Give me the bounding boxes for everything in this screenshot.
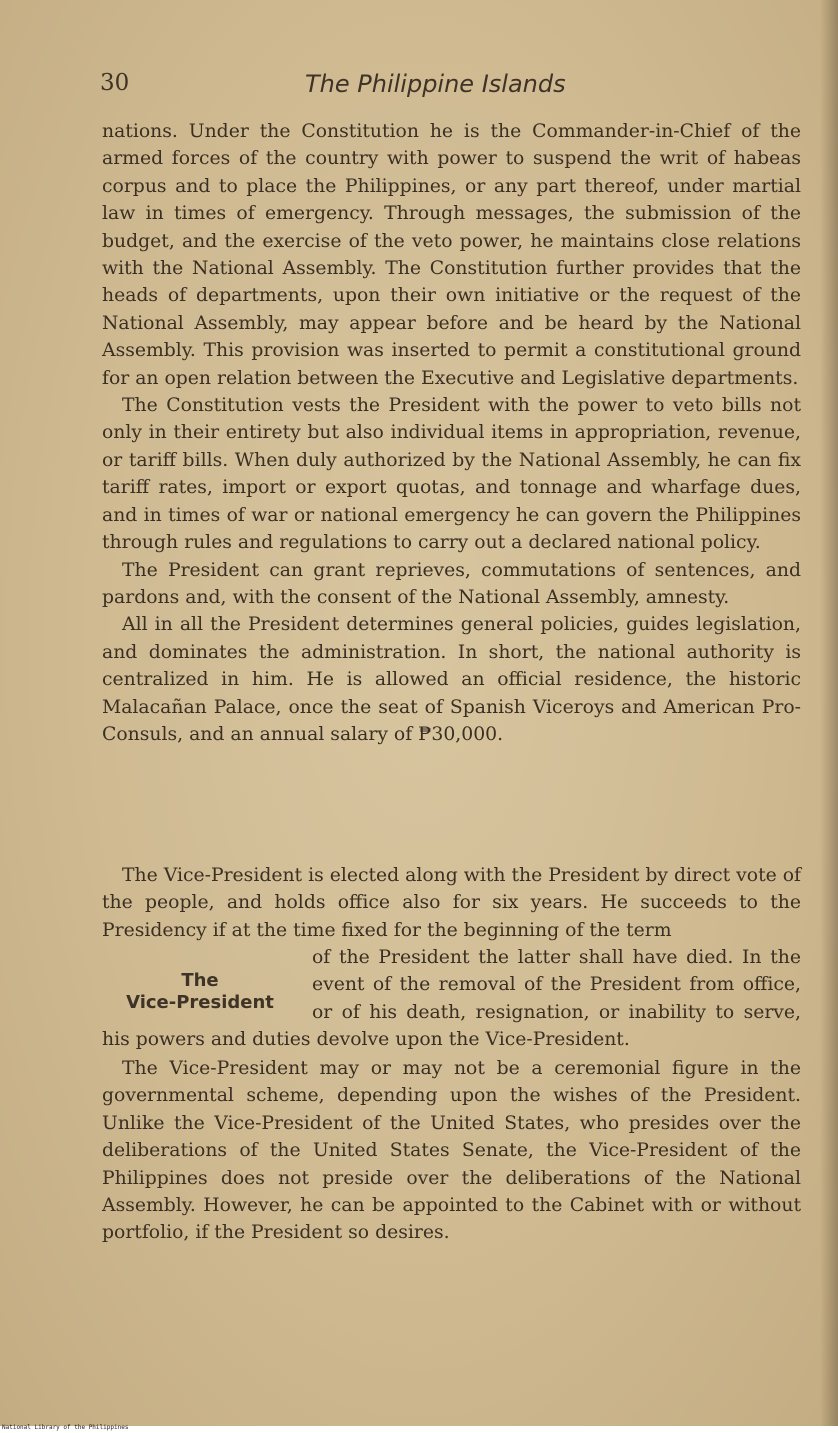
page-header [100, 70, 800, 104]
page-number: 30 [100, 70, 130, 96]
body-text-top [102, 118, 801, 748]
paragraph: The President can grant reprieves, commutations of sentences, and pardons and, with the consent of the National Assembly, amnesty. [102, 559, 801, 608]
vice-president-wrapped-text [102, 944, 801, 1054]
footer-credit: National Library of the Philippines [2, 1424, 129, 1431]
paragraph-continuation: of the President the latter shall have died. In the event of the removal of the President from office, or of his death, resignation, or inability to serve, his powers and duties devolve upon the Vice-President. [102, 947, 801, 1051]
running-title: The Philippine Islands [305, 70, 566, 98]
paragraph: The Vice-President may or may not be a ceremonial figure in the governmental scheme, depending upon the wishes of the President. Unlike the Vice-President of the United States, who presides over the deliberations of the United States Senate, the Vice-President of the Philippines does not preside over the deliberations of the National Assembly. However, he can be appointed to the Cabinet with or without portfolio, if the President so desires. [102, 1058, 801, 1244]
paragraph: nations. Under the Constitution he is the Commander-in-Chief of the armed forces of the country with power to suspend the writ of habeas corpus and to place the Philippines, or any part thereof, under martial law in times of emergency. Through messages, the submission of the budget, and the exercise of the veto power, he maintains close relations with the National Assembly. The Constitution further provides that the heads of departments, upon their own initiative or the request of the National Assembly, may appear before and be heard by the National Assembly. This provision was inserted to permit a constitutional ground for an open relation between the Executive and Legislative departments. [102, 121, 801, 389]
page-edge-shadow [820, 0, 838, 1426]
paragraph: All in all the President determines general policies, guides legislation, and dominates the administration. In short, the national authority is centralized in him. He is allowed an official residence, the historic Malacañan Palace, once the seat of Spanish Viceroys and American Pro-Consuls, and an annual salary of ₱30,000. [102, 614, 801, 745]
paragraph: The Constitution vests the President with the power to veto bills not only in their entirety but also individual items in appropriation, revenue, or tariff bills. When duly authorized by the National Assembly, he can fix tariff rates, import or export quotas, and tonnage and wharfage dues, and in times of war or national emergency he can govern the Philippines through rules and regulations to carry out a declared national policy. [102, 395, 801, 554]
vice-president-intro [102, 862, 801, 944]
sidenote-line: Vice-President [126, 992, 274, 1013]
body-text-bottom [102, 1055, 801, 1247]
paragraph: The Vice-President is elected along with the President by direct vote of the people, and holds office also for six years. He succeeds to the Presidency if at the time fixed for the beginning of the term [102, 865, 801, 941]
sidenote-spacer [102, 944, 312, 1026]
sidenote-line: The [181, 970, 219, 991]
